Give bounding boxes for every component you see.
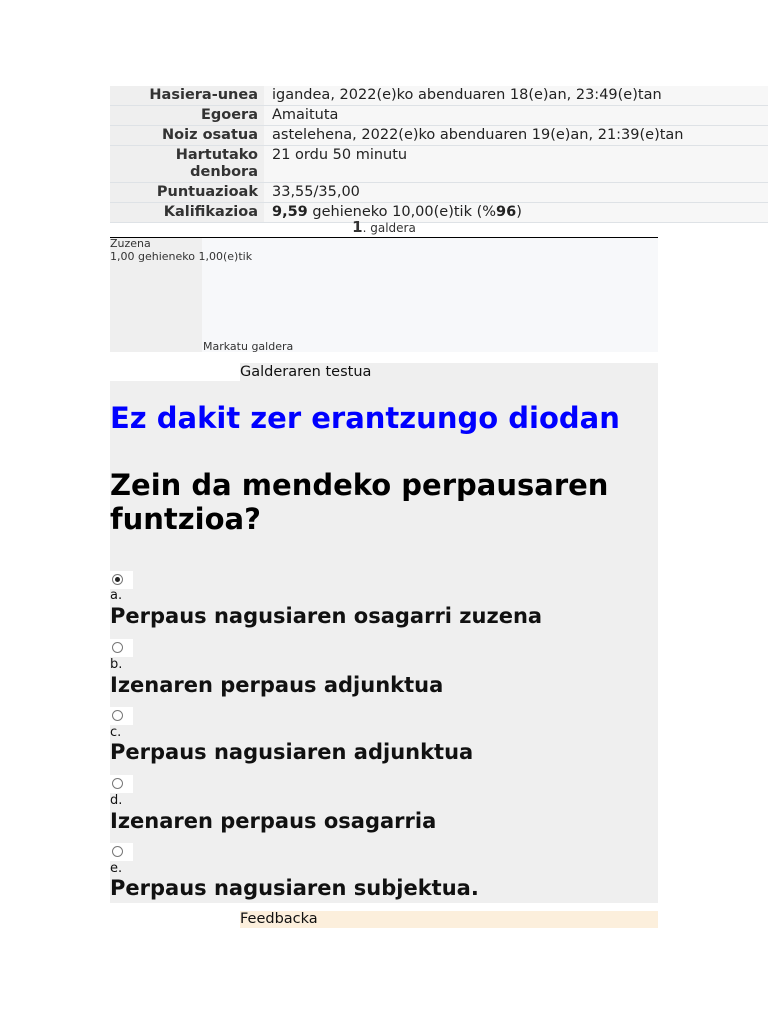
summary-label: Puntuazioak — [110, 183, 264, 203]
summary-value: astelehena, 2022(e)ko abenduaren 19(e)an, 21:39(e)tan — [264, 126, 768, 146]
radio-icon — [112, 778, 123, 789]
summary-value: igandea, 2022(e)ko abenduaren 18(e)an, 23:49(e)tan — [264, 86, 768, 106]
summary-row-time-taken — [110, 146, 768, 183]
option-letter: d. — [110, 793, 123, 808]
question-number — [110, 218, 658, 236]
option-text[interactable]: Izenaren perpaus osagarria — [110, 809, 437, 833]
question-status: Zuzena — [110, 237, 151, 250]
option-text[interactable]: Perpaus nagusiaren subjektua. — [110, 876, 479, 900]
summary-value: 33,55/35,00 — [264, 183, 768, 203]
option-text[interactable]: Izenaren perpaus adjunktua — [110, 673, 444, 697]
summary-label: Egoera — [110, 106, 264, 126]
question-text-heading: Galderaren testua — [240, 363, 658, 381]
option-text[interactable]: Perpaus nagusiaren adjunktua — [110, 740, 474, 764]
option-e-radio[interactable] — [110, 843, 133, 861]
question-prompt: Zein da mendeko perpausaren funtzioa? — [110, 468, 609, 536]
summary-label: Hartutako denbora — [110, 146, 264, 183]
summary-label: Noiz osatua — [110, 126, 264, 146]
feedback-heading: Feedbacka — [240, 911, 658, 928]
radio-icon — [112, 846, 123, 857]
option-letter: a. — [110, 588, 123, 603]
grade-percent: 96 — [496, 204, 517, 220]
option-a-radio[interactable] — [110, 571, 133, 589]
radio-icon — [112, 642, 123, 653]
summary-row-completed — [110, 126, 768, 146]
radio-checked-icon — [112, 574, 123, 585]
option-letter: c. — [110, 725, 122, 740]
question-number-suffix: . galdera — [362, 221, 416, 235]
summary-value: 21 ordu 50 minutu — [264, 146, 768, 183]
option-c-radio[interactable] — [110, 707, 133, 725]
summary-row-start — [110, 86, 768, 106]
grade-text: gehieneko 10,00(e)tik (% — [312, 204, 497, 220]
flag-question-link[interactable]: Markatu galdera — [203, 340, 294, 353]
radio-icon — [112, 710, 123, 721]
summary-label: Kalifikazioa — [110, 203, 264, 223]
grade-value: 9,59 — [272, 204, 308, 220]
option-letter: b. — [110, 657, 123, 672]
question-mark: 1,00 gehieneko 1,00(e)tik — [110, 250, 253, 263]
option-letter: e. — [110, 861, 123, 876]
summary-label: Hasiera-unea — [110, 86, 264, 106]
option-d-radio[interactable] — [110, 775, 133, 793]
option-text[interactable]: Perpaus nagusiaren osagarri zuzena — [110, 604, 543, 628]
question-number-value: 1 — [352, 218, 363, 236]
summary-row-state — [110, 106, 768, 126]
attempt-summary-table — [110, 86, 768, 223]
question-info-area — [202, 238, 658, 352]
summary-row-marks — [110, 183, 768, 203]
grade-close: ) — [516, 204, 522, 220]
summary-value: Amaituta — [264, 106, 768, 126]
option-b-radio[interactable] — [110, 639, 133, 657]
blue-heading: Ez dakit zer erantzungo diodan — [110, 401, 620, 435]
